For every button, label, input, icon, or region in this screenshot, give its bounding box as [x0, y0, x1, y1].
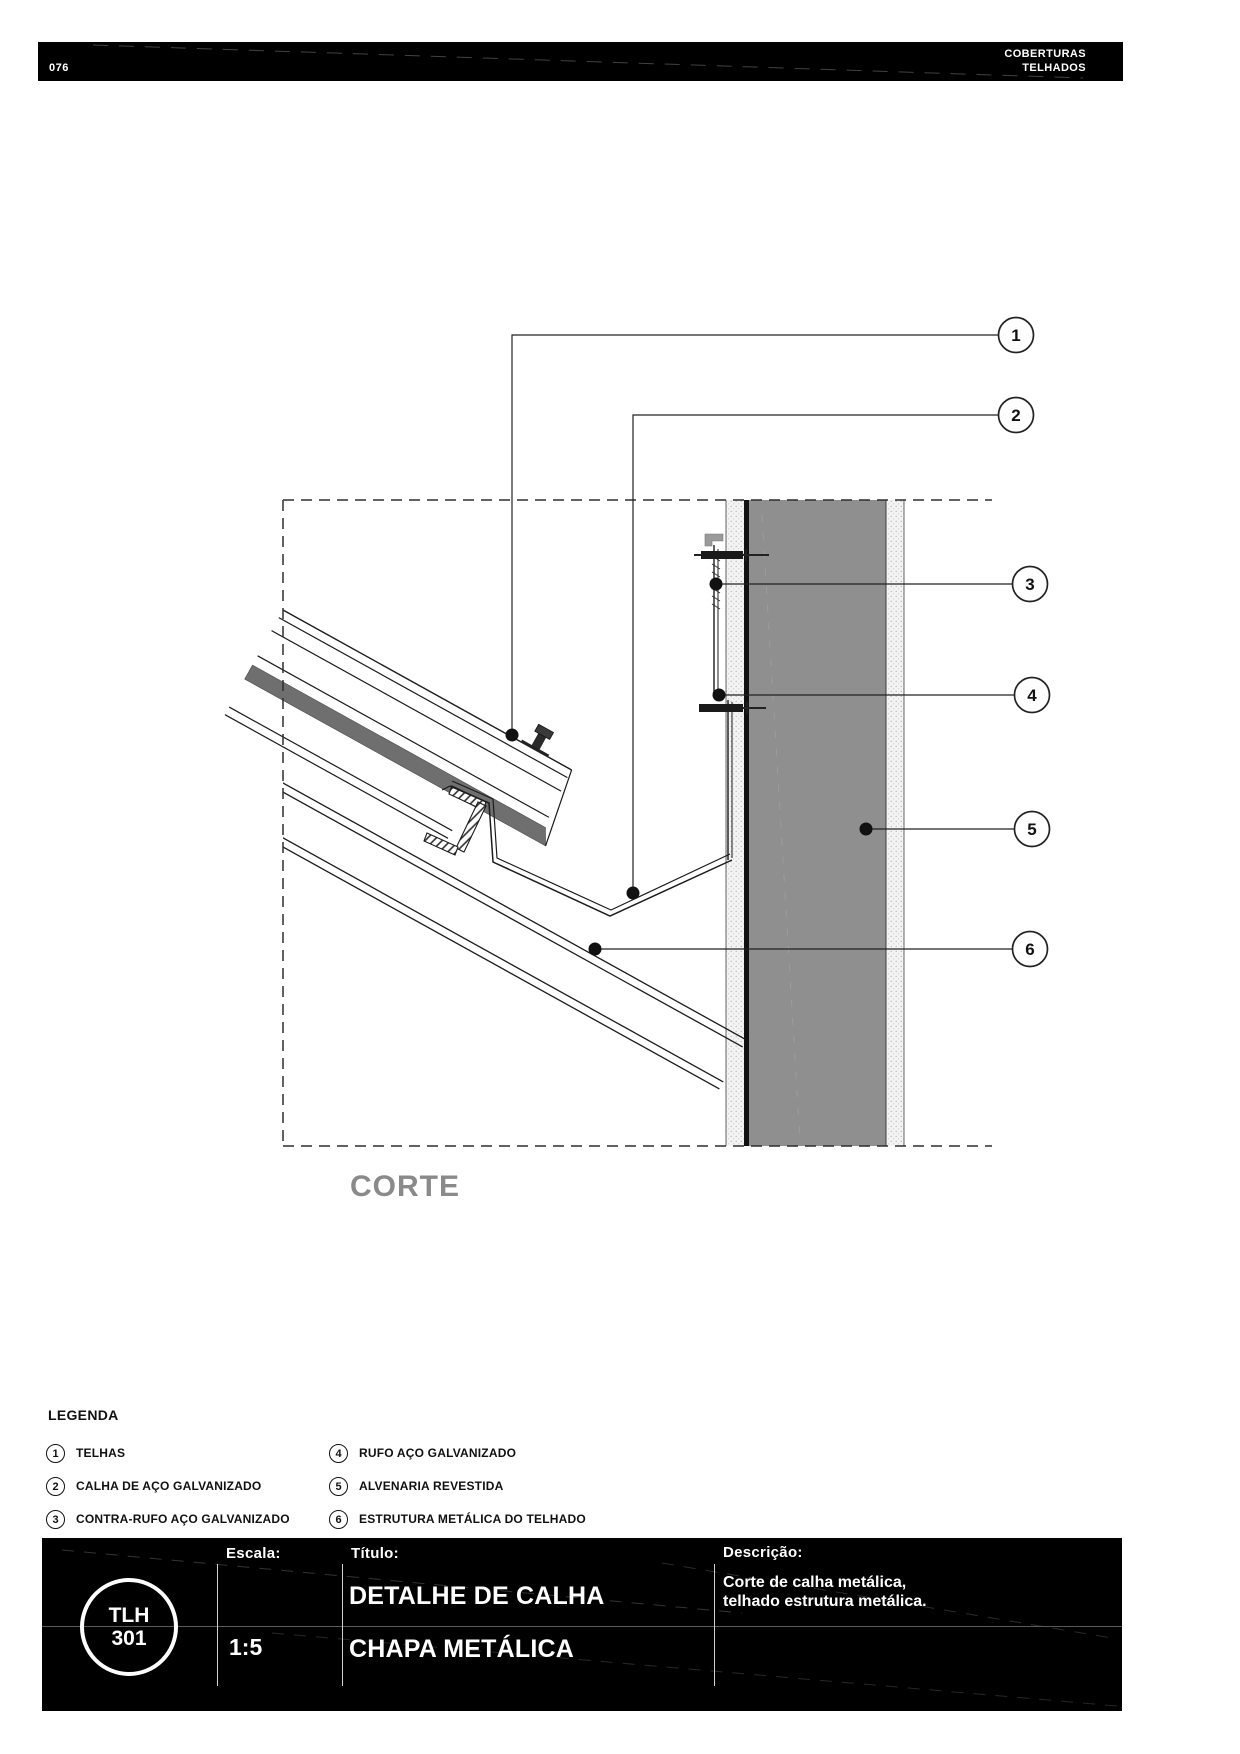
sheet-code-top: TLH — [108, 1604, 150, 1627]
svg-text:6: 6 — [1025, 940, 1035, 959]
separator-scale — [217, 1564, 218, 1686]
legend-bubble-5: 5 — [329, 1477, 348, 1496]
drawing-title-line2: CHAPA METÁLICA — [349, 1635, 575, 1663]
callout-1 — [999, 318, 1034, 353]
separator-description — [714, 1564, 715, 1686]
svg-text:5: 5 — [1027, 820, 1037, 839]
legend-bubble-3: 3 — [46, 1510, 65, 1529]
drawing-title-line1: DETALHE DE CALHA — [349, 1582, 605, 1610]
title-label: Título: — [351, 1545, 399, 1562]
section-label-top: COBERTURAS — [1004, 48, 1086, 60]
view-label: CORTE — [350, 1170, 460, 1203]
svg-text:3: 3 — [1025, 575, 1035, 594]
callout-4 — [1015, 678, 1050, 713]
callout-6 — [1013, 932, 1048, 967]
svg-text:1: 1 — [1011, 326, 1021, 345]
legend-label-3: CONTRA-RUFO AÇO GALVANIZADO — [76, 1512, 290, 1526]
callout-3 — [1013, 567, 1048, 602]
legend-label-5: ALVENARIA REVESTIDA — [359, 1479, 504, 1493]
scale-value: 1:5 — [229, 1634, 263, 1660]
legend-label-4: RUFO AÇO GALVANIZADO — [359, 1446, 517, 1460]
sheet-code-badge — [80, 1578, 178, 1676]
legend-item-6 — [329, 1508, 586, 1530]
callout-5 — [1015, 812, 1050, 847]
panel-core-stripe — [245, 665, 554, 846]
page-number: 076 — [49, 62, 69, 74]
legend-item-2 — [46, 1475, 261, 1497]
description-line2: telhado estrutura metálica. — [723, 1593, 927, 1610]
panel-fastener-icon — [521, 721, 560, 757]
wall-face-line — [744, 500, 749, 1146]
legend-item-1 — [46, 1442, 125, 1464]
roof-beam — [230, 768, 747, 1088]
legend-item-5 — [329, 1475, 503, 1497]
separator-title — [342, 1564, 343, 1686]
svg-text:4: 4 — [1027, 686, 1037, 705]
wall-plaster-right — [887, 500, 904, 1146]
legend-bubble-6: 6 — [329, 1510, 348, 1529]
legend-item-3 — [46, 1508, 290, 1530]
description-label: Descrição: — [723, 1544, 803, 1561]
title-block-divider — [42, 1626, 1122, 1627]
sheet-code-bottom: 301 — [111, 1627, 147, 1650]
legend-label-2: CALHA DE AÇO GALVANIZADO — [76, 1479, 262, 1493]
title-block-scan-artifacts — [42, 1538, 1122, 1711]
description-line1: Corte de calha metálica, — [723, 1574, 907, 1591]
legend-title: LEGENDA — [48, 1407, 119, 1423]
legend-bubble-4: 4 — [329, 1444, 348, 1463]
legend-label-1: TELHAS — [76, 1446, 126, 1460]
legend-item-4 — [329, 1442, 516, 1464]
legend-label-6: ESTRUTURA METÁLICA DO TELHADO — [359, 1512, 586, 1526]
legend-bubble-1: 1 — [46, 1444, 65, 1463]
contra-rufo-hook — [705, 534, 723, 546]
legend-bubble-2: 2 — [46, 1477, 65, 1496]
callout-2 — [999, 398, 1034, 433]
title-block — [42, 1538, 1122, 1711]
section-label-bottom: TELHADOS — [1022, 62, 1086, 74]
svg-text:2: 2 — [1011, 406, 1021, 425]
masonry-wall — [726, 500, 904, 1146]
scale-label: Escala: — [226, 1545, 281, 1562]
roof-panel — [225, 589, 596, 881]
